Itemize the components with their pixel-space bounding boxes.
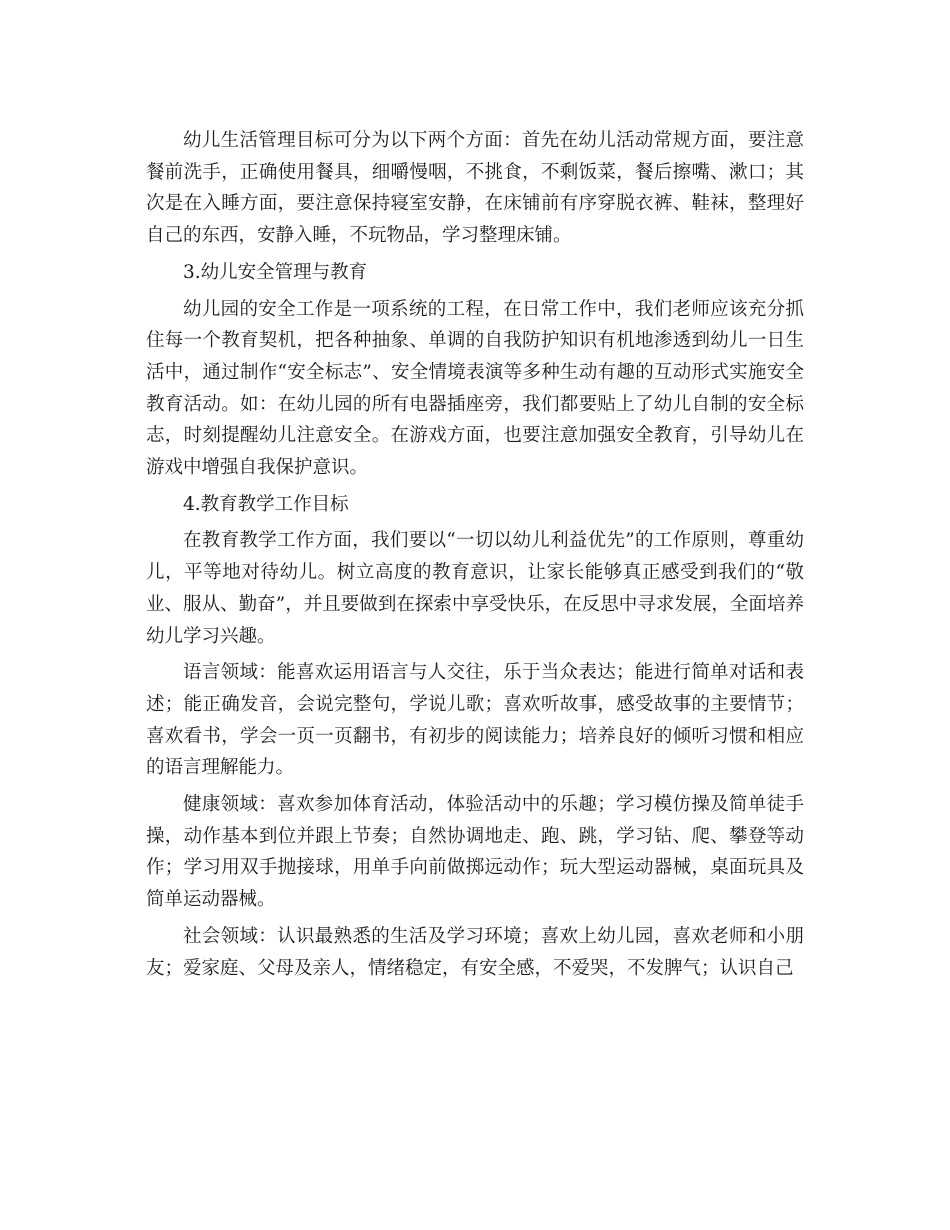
section-heading-teaching-goals: 4.教育教学工作目标 xyxy=(183,493,349,515)
paragraph-safety-education: 幼儿园的安全工作是一项系统的工程，在日常工作中，我们老师应该充分抓住每一个教育契机，把各种抽象、单调的自我防护知识有机地渗透到幼儿一日生活中，通过制作“安全标志”、安全情境表演等多种生动有趣的互动形式实施安全教育活动。如：在幼儿园的所有电器插座旁，我们都要贴上了幼儿自制的安全标志，时刻提醒幼儿注意安全。在游戏方面，也要注意加强安全教育，引导幼儿在游戏中增强自我保护意识。 xyxy=(146,298,804,479)
paragraph-teaching-goals: 在教育教学工作方面，我们要以“一切以幼儿利益优先”的工作原则，尊重幼儿，平等地对待幼儿。树立高度的教育意识，让家长能够真正感受到我们的“敬业、服从、勤奋”，并且要做到在探索中享受快乐，在反思中寻求发展，全面培养幼儿学习兴趣。 xyxy=(146,530,804,647)
paragraph-social-domain: 社会领域：认识最熟悉的生活及学习环境；喜欢上幼儿园，喜欢老师和小朋友；爱家庭、父母及亲人，情绪稳定，有安全感，不爱哭，不发脾气；认识自己 xyxy=(146,925,804,979)
paragraph-life-management: 幼儿生活管理目标可分为以下两个方面：首先在幼儿活动常规方面，要注意餐前洗手，正确使用餐具，细嚼慢咽，不挑食，不剩饭菜，餐后擦嘴、漱口；其次是在入睡方面，要注意保持寝室安静，在床铺前有序穿脱衣裤、鞋袜，整理好自己的东西，安静入睡，不玩物品，学习整理床铺。 xyxy=(146,130,804,247)
document-body xyxy=(146,125,804,984)
section-heading-safety: 3.幼儿安全管理与教育 xyxy=(183,261,368,283)
paragraph-health-domain: 健康领域：喜欢参加体育活动，体验活动中的乐趣；学习模仿操及简单徒手操，动作基本到位并跟上节奏；自然协调地走、跑、跳，学习钻、爬、攀登等动作；学习用双手抛接球，用单手向前做掷远动作；玩大型运动器械，桌面玩具及简单运动器械。 xyxy=(146,794,804,911)
paragraph-language-domain: 语言领域：能喜欢运用语言与人交往，乐于当众表达；能进行简单对话和表述；能正确发音，会说完整句，学说儿歌；喜欢听故事，感受故事的主要情节；喜欢看书，学会一页一页翻书，有初步的阅读能力；培养良好的倾听习惯和相应的语言理解能力。 xyxy=(146,662,804,779)
